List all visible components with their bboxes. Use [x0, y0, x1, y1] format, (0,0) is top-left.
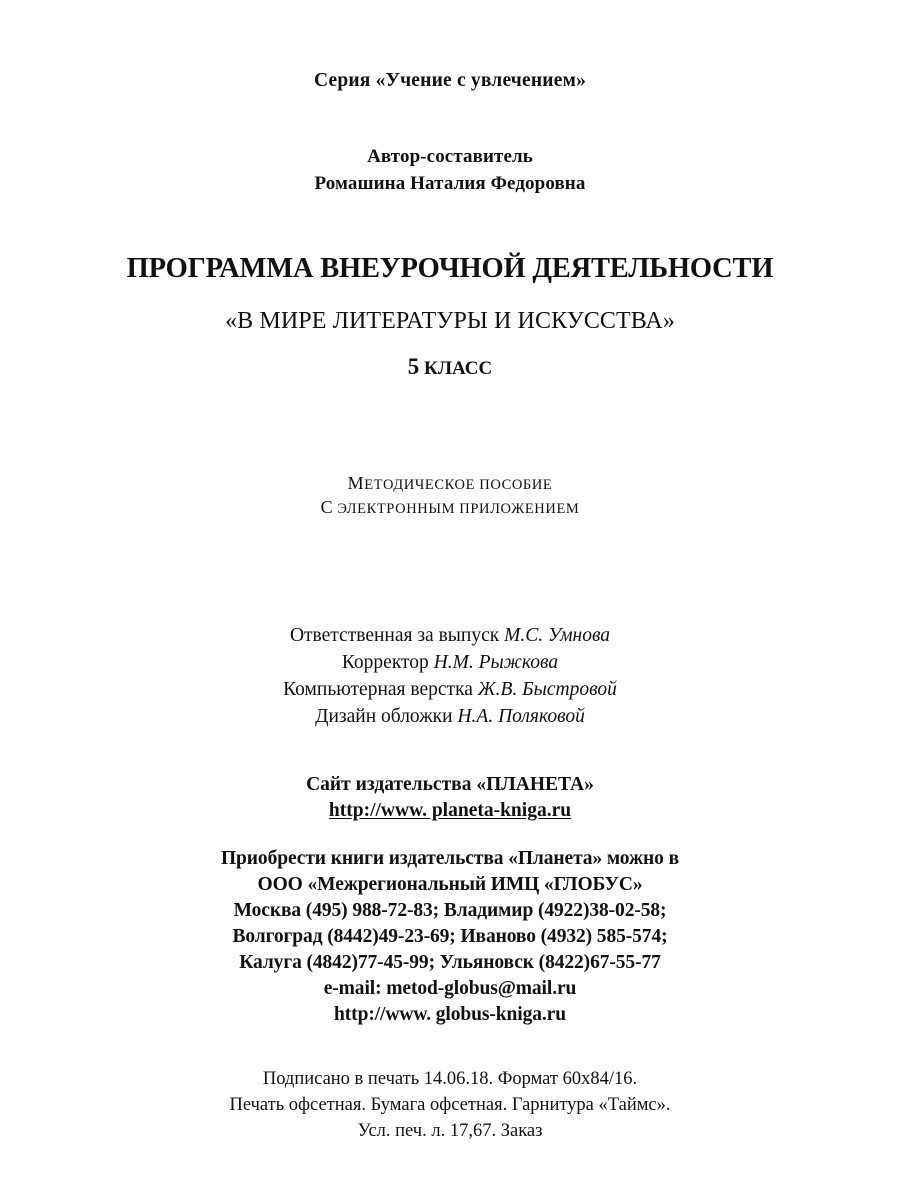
author-block: [0, 143, 900, 197]
contacts-line: Волгоград (8442)49-23-69; Иваново (4932) 585-574;: [232, 926, 668, 947]
series-block: [0, 68, 900, 94]
contacts-line: ООО «Межрегиональный ИМЦ «ГЛОБУС»: [257, 874, 643, 895]
credit-row: [0, 649, 900, 676]
subtitle-block: [0, 306, 900, 336]
credit-row: [0, 622, 900, 649]
edition-line-1-rest: ЕТОДИЧЕСКОЕ ПОСОБИЕ: [364, 477, 553, 493]
imprint-block: [0, 1066, 900, 1144]
publisher-site-url[interactable]: http://www. planeta-kniga.ru: [328, 800, 572, 821]
grade-word: КЛАСС: [424, 358, 493, 379]
edition-kind-block: [0, 472, 900, 520]
credit-role: Ответственная за выпуск: [289, 625, 505, 646]
grade-line: [0, 352, 900, 384]
credit-name: М.С. Умнова: [504, 625, 611, 646]
credit-role: Корректор: [341, 652, 434, 673]
imprint-line: Усл. печ. л. 17,67. Заказ: [357, 1121, 543, 1141]
edition-line-2: [0, 496, 900, 520]
edition-line-2-rest: ЭЛЕКТРОННЫМ ПРИЛОЖЕНИЕМ: [333, 501, 580, 517]
author-name: Ромашина Наталия Федоровна: [314, 173, 586, 194]
edition-line-2-cap: С: [320, 497, 334, 517]
credit-name: Ж.В. Быстровой: [477, 679, 617, 700]
credit-name: Н.А. Поляковой: [457, 706, 585, 727]
contacts-line: Приобрести книги издательства «Планета» можно в: [220, 848, 680, 869]
credit-name: Н.М. Рыжкова: [433, 652, 559, 673]
author-role-label: Автор-составитель: [367, 146, 533, 167]
page-subtitle: «В МИРЕ ЛИТЕРАТУРЫ И ИСКУССТВА»: [225, 308, 675, 334]
imprint-line: Подписано в печать 14.06.18. Формат 60x84/16.: [262, 1069, 638, 1089]
imprint-line: Печать офсетная. Бумага офсетная. Гарнитура «Таймс».: [229, 1095, 671, 1115]
publisher-site-heading: Сайт издательства «ПЛАНЕТА»: [306, 774, 594, 795]
page-title: ПРОГРАММА ВНЕУРОЧНОЙ ДЕЯТЕЛЬНОСТИ: [126, 253, 774, 284]
credits-block: [0, 622, 900, 730]
credit-row: [0, 703, 900, 730]
contacts-block: [0, 846, 900, 1028]
main-title-block: [0, 252, 900, 286]
grade-number: 5: [407, 354, 420, 379]
contacts-line: Москва (495) 988-72-83; Владимир (4922)38-02-58;: [233, 900, 667, 921]
credit-row: [0, 676, 900, 703]
contacts-email[interactable]: e-mail: metod-globus@mail.ru: [323, 978, 577, 999]
contacts-line: Калуга (4842)77-45-99; Ульяновск (8422)67-55-77: [239, 952, 661, 973]
edition-line-1: [0, 472, 900, 496]
publisher-site-block: [0, 772, 900, 824]
credit-role: Компьютерная верстка: [283, 679, 478, 700]
edition-line-1-cap: М: [347, 473, 365, 493]
grade-block: [0, 352, 900, 384]
series-label: Серия «Учение с увлечением»: [313, 70, 587, 91]
contacts-url[interactable]: http://www. globus-kniga.ru: [334, 1004, 566, 1025]
credit-role: Дизайн обложки: [315, 706, 458, 727]
